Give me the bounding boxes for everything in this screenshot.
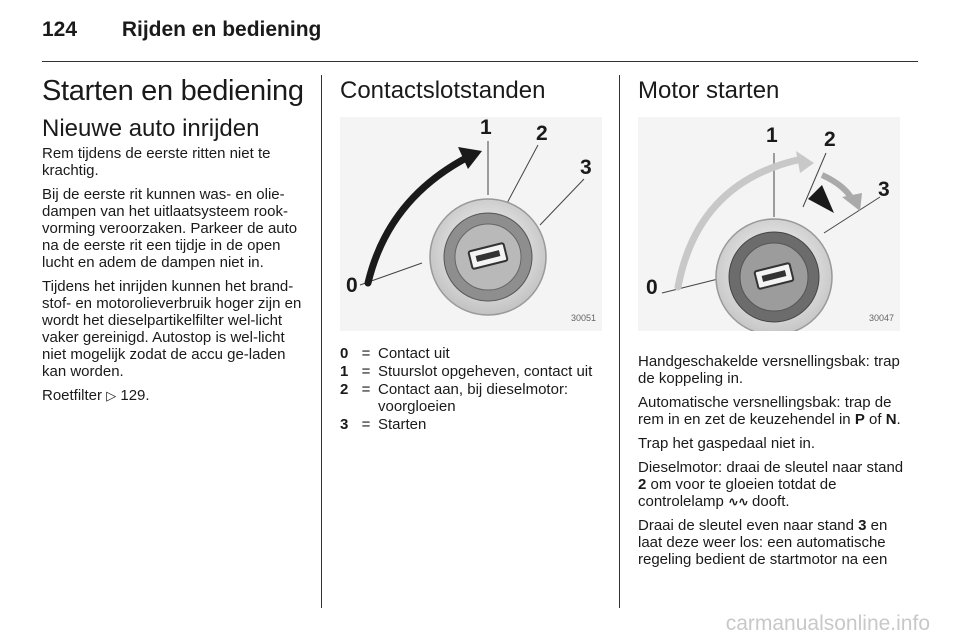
paragraph: Automatische versnellingsbak: trap de rem in en zet de keuzehendel in P of N. xyxy=(638,394,901,428)
figure-label-3: 3 xyxy=(878,178,890,201)
paragraph: Bij de eerste rit kunnen was- en olie-dampen van het uitlaatsysteem rook-vorming veroorzaken. Parkeer de auto na de eerste rit een tijdje in de open lucht en adem de dampen niet in. xyxy=(42,186,298,271)
section-title: Starten en bediening xyxy=(42,75,304,107)
figure-label-3: 3 xyxy=(580,156,592,179)
cross-reference[interactable] xyxy=(42,387,308,404)
chapter-title: Rijden en bediening xyxy=(121,18,322,41)
figure-label-0: 0 xyxy=(346,274,358,297)
paragraph: Dieselmotor: draai de sleutel naar stand 2 om voor te gloeien totdat de controlelamp ∿∿ dooft. xyxy=(638,459,904,510)
figure-label-2: 2 xyxy=(536,122,548,145)
ref-page: 129. xyxy=(120,387,150,404)
legend-item: 2 = Contact aan, bij dieselmotor: voorgloeien xyxy=(340,381,569,415)
figure-id: 30047 xyxy=(868,313,894,323)
ref-label: Roetfilter xyxy=(42,387,103,404)
figure-label-0: 0 xyxy=(646,276,658,299)
column-divider-1 xyxy=(321,75,322,608)
legend-item: 0 = Contact uit xyxy=(340,345,450,362)
paragraph: Rem tijdens de eerste ritten niet te krachtig. xyxy=(42,145,271,179)
paragraph: Draai de sleutel even naar stand 3 en laat deze weer los: een automatische regeling bedient de startmotor na een xyxy=(638,517,888,568)
ignition-lock-illustration xyxy=(340,117,602,331)
section-title: Contactslotstanden xyxy=(340,77,546,104)
ignition-positions-figure xyxy=(340,117,602,331)
section-title: Motor starten xyxy=(638,77,780,104)
engine-start-figure xyxy=(638,117,900,331)
watermark: carmanualsonline.info xyxy=(725,612,930,635)
glow-plug-icon: ∿∿ xyxy=(728,494,748,509)
engine-start-illustration xyxy=(638,117,900,331)
column-left xyxy=(42,74,308,411)
figure-id: 30051 xyxy=(570,313,596,323)
legend-item: 1 = Stuurslot opgeheven, contact uit xyxy=(340,363,593,380)
subsection-title: Nieuwe auto inrijden xyxy=(42,115,260,142)
position-legend xyxy=(340,345,602,433)
paragraph: Handgeschakelde versnellingsbak: trap de koppeling in. xyxy=(638,353,900,387)
figure-label-1: 1 xyxy=(766,124,778,147)
header-rule xyxy=(42,61,918,62)
page-header xyxy=(42,18,321,42)
legend-item: 3 = Starten xyxy=(340,416,427,433)
figure-label-1: 1 xyxy=(480,116,492,139)
column-divider-2 xyxy=(619,75,620,608)
column-right xyxy=(638,74,904,575)
page-number: 124 xyxy=(42,18,78,41)
paragraph: Trap het gaspedaal niet in. xyxy=(638,435,816,452)
ref-triangle-icon: ▷ xyxy=(106,388,117,403)
figure-label-2: 2 xyxy=(824,128,836,151)
column-middle xyxy=(340,74,602,434)
paragraph: Tijdens het inrijden kunnen het brand-stof- en motorolieverbruik hoger zijn en wordt het dieselpartikelfilter wel-licht vaker gereinigd. Autostop is wel-licht niet mogelijk zodat de accu ge-laden kan worden. xyxy=(42,278,302,380)
